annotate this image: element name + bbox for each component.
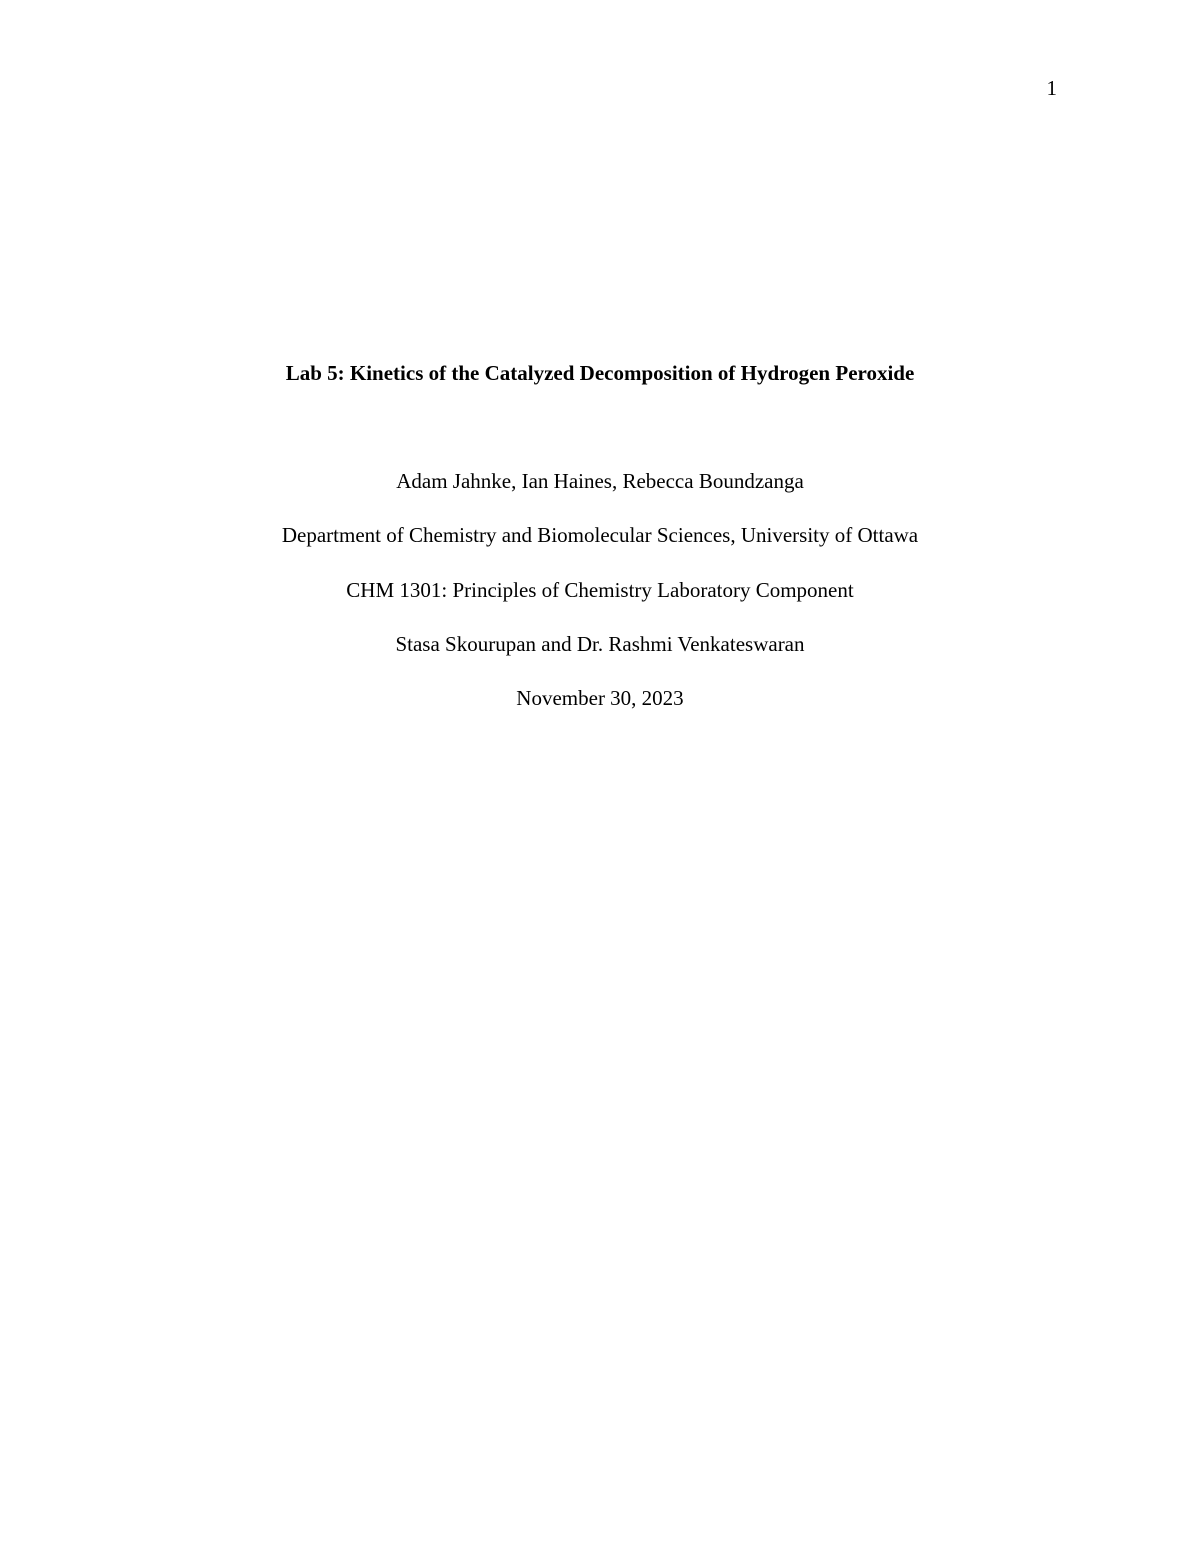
- title-page-details: [0, 466, 1200, 737]
- authors: Adam Jahnke, Ian Haines, Rebecca Boundzanga: [396, 469, 804, 493]
- course: CHM 1301: Principles of Chemistry Laboratory Component: [346, 577, 854, 602]
- title-block: [0, 358, 1200, 388]
- instructors: Stasa Skourupan and Dr. Rashmi Venkateswaran: [395, 631, 805, 656]
- page-number: 1: [1046, 76, 1057, 100]
- report-title: Lab 5: Kinetics of the Catalyzed Decomposition of Hydrogen Peroxide: [285, 361, 915, 385]
- affiliation: Department of Chemistry and Biomolecular Sciences, University of Ottawa: [281, 523, 919, 548]
- submission-date: November 30, 2023: [516, 686, 684, 711]
